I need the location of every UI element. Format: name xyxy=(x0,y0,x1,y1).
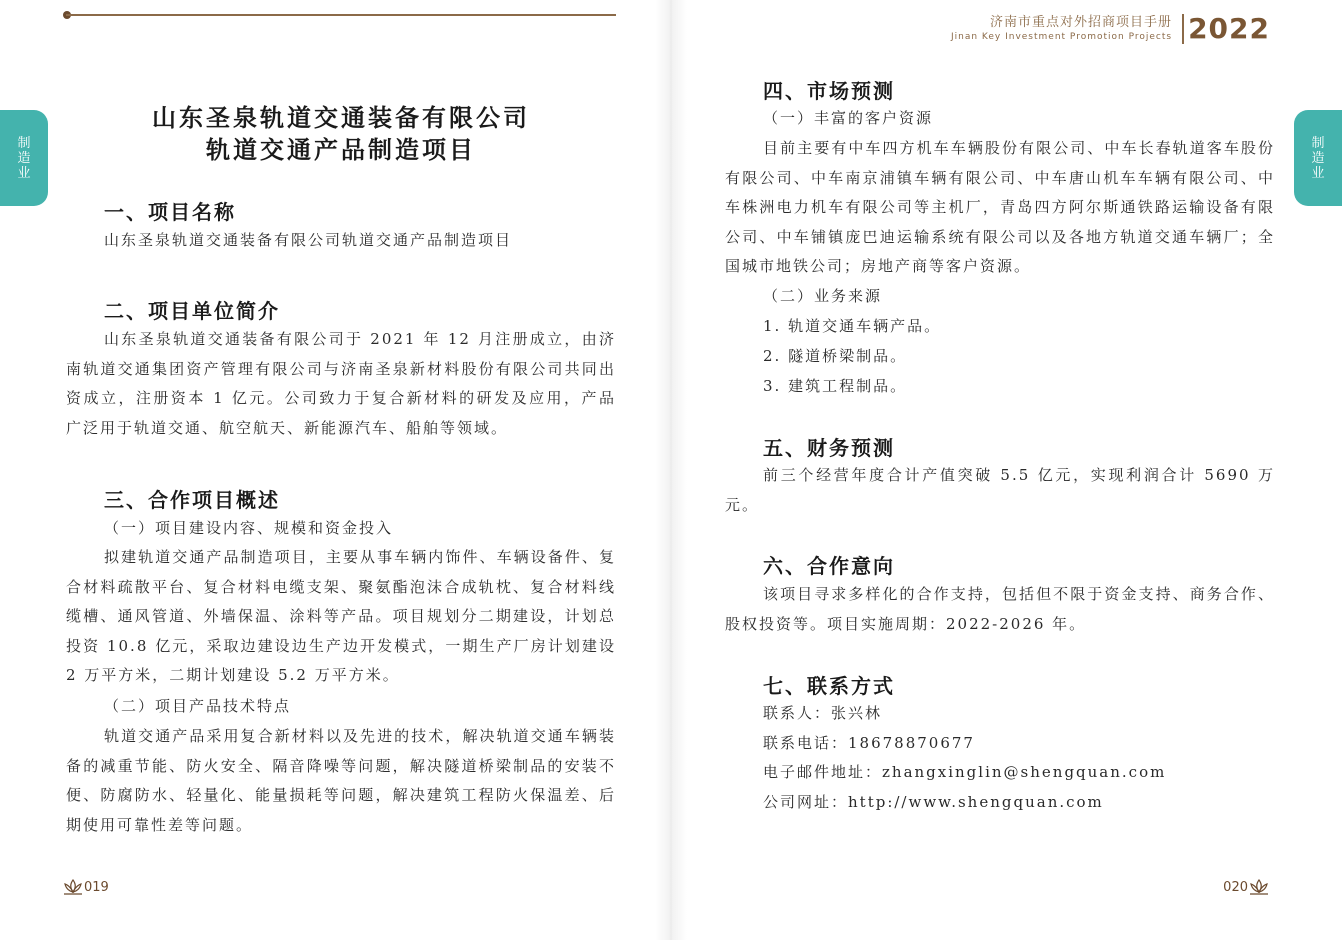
header-divider xyxy=(1182,14,1184,44)
side-tab-char: 业 xyxy=(1311,165,1325,181)
business-source-item: 1. 轨道交通车辆产品。 xyxy=(763,317,942,335)
overview-text-1: 拟建轨道交通产品制造项目，主要从事车辆内饰件、车辆设备件、复合材料疏散平台、复合材料电缆支架、聚氨酯泡沫合成轨枕、复合材料线缆槽、通风管道、外墙保温、涂料等产品。项目规划分二期建设，计划总投资 10.8 亿元，采取边建设边生产边开发模式，一期生产厂房计划建设 2 万平方米，二期计划建设 5.2 万平方米。 xyxy=(66,548,616,685)
right-page xyxy=(671,0,1342,940)
side-tab-left xyxy=(0,110,48,206)
contact-email: 电子邮件地址：zhangxinglin@shengquan.com xyxy=(763,763,1167,781)
side-tab-char: 业 xyxy=(17,165,31,181)
page-number-left xyxy=(62,878,109,896)
business-source-item: 2. 隧道桥梁制品。 xyxy=(763,347,908,365)
header-text xyxy=(951,15,1172,43)
side-tab-char: 造 xyxy=(17,150,31,166)
running-header xyxy=(951,12,1270,45)
section-heading-cooperation: 六、合作意向 xyxy=(763,554,895,578)
lotus-icon xyxy=(1248,878,1270,896)
cooperation-text: 该项目寻求多样化的合作支持，包括但不限于资金支持、商务合作、股权投资等。项目实施周期：2022-2026 年。 xyxy=(725,585,1275,633)
page-number: 019 xyxy=(84,879,109,895)
header-year: 2022 xyxy=(1188,12,1270,45)
document-title-line2: 轨道交通产品制造项目 xyxy=(206,135,476,164)
page-number: 020 xyxy=(1223,879,1248,895)
header-rule xyxy=(66,14,616,16)
section-heading-overview: 三、合作项目概述 xyxy=(104,488,280,512)
market-subheading-1: （一）丰富的客户资源 xyxy=(763,109,934,127)
side-tab-char: 制 xyxy=(17,135,31,151)
section-heading-project-name: 一、项目名称 xyxy=(104,200,236,224)
contact-person: 联系人：张兴林 xyxy=(763,704,883,722)
document-title-line1: 山东圣泉轨道交通装备有限公司 xyxy=(152,103,530,132)
side-tab-char: 造 xyxy=(1311,150,1325,166)
company-intro-text: 山东圣泉轨道交通装备有限公司于 2021 年 12 月注册成立，由济南轨道交通集团资产管理有限公司与济南圣泉新材料股份有限公司共同出资成立，注册资本 1 亿元。公司致力于复合新材料的研发及应用，产品广泛用于轨道交通、航空航天、新能源汽车、船舶等领域。 xyxy=(66,330,616,437)
market-text-1: 目前主要有中车四方机车车辆股份有限公司、中车长春轨道客车股份有限公司、中车南京浦镇车辆有限公司、中车唐山机车车辆有限公司、中车株洲电力机车有限公司等主机厂，青岛四方阿尔斯通铁路运输设备有限公司、中车铺镇庞巴迪运输系统有限公司以及各地方轨道交通车辆厂；全国城市地铁公司；房地产商等客户资源。 xyxy=(725,139,1275,276)
page-number-right xyxy=(1223,878,1270,896)
overview-subheading-2: （二）项目产品技术特点 xyxy=(104,697,292,715)
market-subheading-2: （二）业务来源 xyxy=(763,287,883,305)
business-source-item: 3. 建筑工程制品。 xyxy=(763,377,908,395)
finance-text: 前三个经营年度合计产值突破 5.5 亿元，实现利润合计 5690 万元。 xyxy=(725,466,1275,514)
header-title-en: Jinan Key Investment Promotion Projects xyxy=(950,31,1173,42)
contact-website: 公司网址：http://www.shengquan.com xyxy=(763,793,1104,811)
lotus-icon xyxy=(62,878,84,896)
section-heading-finance: 五、财务预测 xyxy=(763,436,895,460)
contact-phone: 联系电话：18678870677 xyxy=(763,734,975,752)
section-heading-contact: 七、联系方式 xyxy=(763,674,895,698)
side-tab-right xyxy=(1294,110,1342,206)
project-name-text: 山东圣泉轨道交通装备有限公司轨道交通产品制造项目 xyxy=(104,231,513,249)
overview-text-2: 轨道交通产品采用复合新材料以及先进的技术，解决轨道交通车辆装备的减重节能、防火安全、隔音降噪等问题，解决隧道桥梁制品的安装不便、防腐防水、轻量化、能量损耗等问题，解决建筑工程防火保温差、后期使用可靠性差等问题。 xyxy=(66,727,616,834)
header-title-cn: 济南市重点对外招商项目手册 xyxy=(990,14,1173,30)
section-heading-market: 四、市场预测 xyxy=(763,79,895,103)
side-tab-char: 制 xyxy=(1311,135,1325,151)
section-heading-company-intro: 二、项目单位简介 xyxy=(104,299,280,323)
overview-subheading-1: （一）项目建设内容、规模和资金投入 xyxy=(104,519,394,537)
